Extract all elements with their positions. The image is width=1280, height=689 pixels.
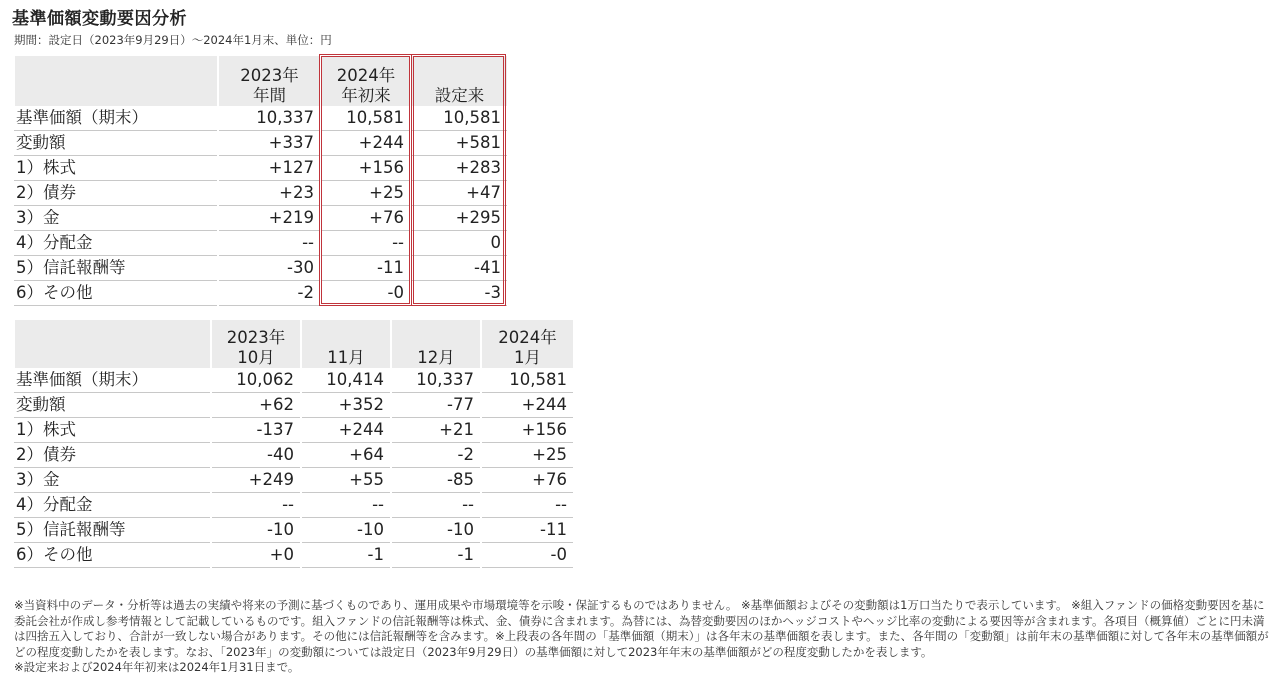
header-line2: 1月 — [514, 348, 541, 367]
table-row — [14, 543, 573, 568]
value-cell: -1 — [301, 543, 391, 568]
header-2024-ytd — [321, 56, 411, 106]
value-cell: +156 — [321, 156, 411, 181]
header-blank-cell — [14, 56, 218, 106]
value-cell: 10,337 — [218, 106, 321, 131]
header-line1: 2023年 — [240, 66, 299, 85]
value-cell: 10,581 — [321, 106, 411, 131]
value-cell: -3 — [411, 281, 507, 306]
table-row — [14, 443, 573, 468]
row-label: 変動額 — [14, 131, 218, 156]
header-line2: 10月 — [237, 348, 275, 367]
page-title: 基準価額変動要因分析 — [12, 9, 187, 29]
row-label: 2）債券 — [14, 443, 211, 468]
value-cell: +23 — [218, 181, 321, 206]
annual-attribution-table — [13, 56, 507, 306]
row-label: 1）株式 — [14, 418, 211, 443]
value-cell: -11 — [321, 256, 411, 281]
value-cell: -40 — [211, 443, 301, 468]
value-cell: 10,414 — [301, 368, 391, 393]
header-line1: 2023年 — [226, 328, 286, 347]
value-cell: +76 — [321, 206, 411, 231]
value-cell: -- — [321, 231, 411, 256]
value-cell: +581 — [411, 131, 507, 156]
table-row — [14, 256, 507, 281]
header-line1: 2024年 — [498, 328, 557, 347]
value-cell: 10,581 — [481, 368, 573, 393]
table-row — [14, 156, 507, 181]
header-blank-cell — [14, 320, 211, 368]
row-label: 5）信託報酬等 — [14, 518, 211, 543]
table-row — [14, 493, 573, 518]
value-cell: +352 — [301, 393, 391, 418]
header-2023-annual — [218, 56, 321, 106]
value-cell: +64 — [301, 443, 391, 468]
value-cell: -0 — [321, 281, 411, 306]
period-unit-caption: 期間：設定日（2023年9月29日）～2024年1月末、単位：円 — [14, 33, 332, 47]
row-label: 4）分配金 — [14, 231, 218, 256]
header-line2: 年初来 — [341, 86, 391, 105]
table-row — [14, 181, 507, 206]
header-2023-11 — [301, 320, 391, 368]
value-cell: -2 — [391, 443, 481, 468]
row-label: 3）金 — [14, 468, 211, 493]
table-header-row — [14, 56, 507, 106]
header-line2: 設定来 — [434, 86, 485, 105]
value-cell: -- — [218, 231, 321, 256]
value-cell: -30 — [218, 256, 321, 281]
row-label: 1）株式 — [14, 156, 218, 181]
row-label: 3）金 — [14, 206, 218, 231]
value-cell: +76 — [481, 468, 573, 493]
table-row — [14, 281, 507, 306]
value-cell: +219 — [218, 206, 321, 231]
header-2024-01 — [481, 320, 573, 368]
disclaimer-notes — [14, 598, 1274, 676]
row-label: 6）その他 — [14, 281, 218, 306]
value-cell: -1 — [391, 543, 481, 568]
table-row — [14, 206, 507, 231]
header-line2: 12月 — [417, 348, 455, 367]
value-cell: 0 — [411, 231, 507, 256]
value-cell: -0 — [481, 543, 573, 568]
value-cell: -77 — [391, 393, 481, 418]
value-cell: -11 — [481, 518, 573, 543]
value-cell: +62 — [211, 393, 301, 418]
value-cell: +244 — [481, 393, 573, 418]
row-label: 2）債券 — [14, 181, 218, 206]
value-cell: -10 — [301, 518, 391, 543]
header-since-inception — [411, 56, 507, 106]
header-line1: 2024年 — [336, 66, 396, 85]
value-cell: +21 — [391, 418, 481, 443]
value-cell: 10,062 — [211, 368, 301, 393]
table-row — [14, 518, 573, 543]
row-label: 4）分配金 — [14, 493, 211, 518]
note-paragraph: ※当資料中のデータ・分析等は過去の実績や将来の予測に基づくものであり、運用成果や市場環境等を示唆・保証するものではありません。 ※基準価額およびその変動額は1万口当たりで表示しています。 ※組入ファンドの価格変動要因を基に委託会社が作成し参考情報として記載しているものです。組入ファンドの信託報酬等は株式、金、債券に含まれます。為替には、為替変動要因のほかヘッジコストやヘッジ比率の変動による要因等が含まれます。各項目（概算値）ごとに円未満は四捨五入しており、合計が一致しない場合があります。その他には信託報酬等を含みます。※上段表の各年間の「基準価額（期末）」は各年末の基準価額を表します。また、各年間の「変動額」は前年末の基準価額に対して各年末の基準価額がどの程度変動したかを表します。なお、「2023年」の変動額については設定日（2023年9月29日）の基準価額に対して2023年年末の基準価額がどの程度変動したかを表します。 — [14, 598, 1269, 659]
value-cell: +295 — [411, 206, 507, 231]
table-row — [14, 468, 573, 493]
table-row — [14, 231, 507, 256]
row-label: 基準価額（期末） — [14, 106, 218, 131]
value-cell: -137 — [211, 418, 301, 443]
monthly-attribution-table — [13, 320, 573, 568]
note-paragraph: ※設定来および2024年年初来は2024年1月31日まで。 — [14, 660, 300, 675]
table-row — [14, 368, 573, 393]
table-row — [14, 393, 573, 418]
value-cell: +127 — [218, 156, 321, 181]
table-row — [14, 131, 507, 156]
value-cell: 10,337 — [391, 368, 481, 393]
header-2023-12 — [391, 320, 481, 368]
value-cell: -85 — [391, 468, 481, 493]
row-label: 6）その他 — [14, 543, 211, 568]
value-cell: +249 — [211, 468, 301, 493]
row-label: 基準価額（期末） — [14, 368, 211, 393]
value-cell: +337 — [218, 131, 321, 156]
value-cell: -- — [481, 493, 573, 518]
value-cell: -- — [391, 493, 481, 518]
value-cell: -10 — [391, 518, 481, 543]
header-2023-10 — [211, 320, 301, 368]
value-cell: +25 — [481, 443, 573, 468]
value-cell: -10 — [211, 518, 301, 543]
value-cell: +283 — [411, 156, 507, 181]
value-cell: 10,581 — [411, 106, 507, 131]
table-row — [14, 418, 573, 443]
value-cell: +0 — [211, 543, 301, 568]
value-cell: -- — [301, 493, 391, 518]
table-row — [14, 106, 507, 131]
value-cell: +25 — [321, 181, 411, 206]
value-cell: -2 — [218, 281, 321, 306]
value-cell: +244 — [321, 131, 411, 156]
value-cell: +47 — [411, 181, 507, 206]
row-label: 5）信託報酬等 — [14, 256, 218, 281]
header-line2: 年間 — [253, 86, 286, 105]
header-line2: 11月 — [327, 348, 365, 367]
table-header-row — [14, 320, 573, 368]
value-cell: -- — [211, 493, 301, 518]
value-cell: -41 — [411, 256, 507, 281]
value-cell: +55 — [301, 468, 391, 493]
value-cell: +156 — [481, 418, 573, 443]
row-label: 変動額 — [14, 393, 211, 418]
value-cell: +244 — [301, 418, 391, 443]
